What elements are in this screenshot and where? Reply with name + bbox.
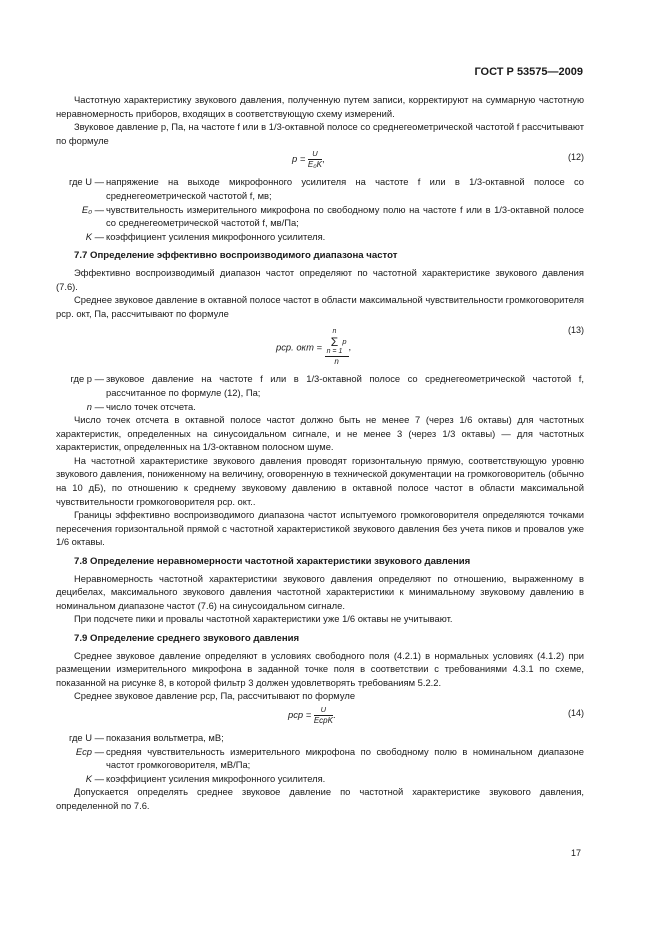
definition-text: звуковое давление на частоте f или в 1/3-октавной полосе со среднегеометрической частотой f, рассчитанное по формуле (12), Па; (106, 373, 584, 398)
definition-item (56, 731, 584, 745)
formula-number: (12) (567, 152, 584, 163)
definition-item (56, 203, 584, 230)
definition-text: чувствительность измерительного микрофона по свободному полю на частоте f или в 1/3-октавной полосе со среднегеометрической частотой f, мв/Па; (106, 203, 584, 229)
formula-14 (56, 705, 584, 729)
definition-label: n — (86, 400, 104, 412)
paragraph: На частотной характеристике звукового давления проводят горизонтальную прямую, соответствующую уровню звукового давления, пониженному на величину, оговоренную в технической документации на громкоговоритель (обычно на 10 дБ), по отношению к среднему звуковому давлению в октавной полосе частот в области максимальной чувствительности громкоговорителя pср. окт.. (56, 454, 584, 507)
definition-text: напряжение на выходе микрофонного усилителя на частоте f или в 1/3-октавной полосе со среднегеометрической частотой f, мв; (106, 176, 584, 201)
sum-term: p (342, 337, 347, 347)
definition-label: K — (85, 772, 104, 784)
paragraph: Неравномерность частотной характеристики звукового давления определяют по отношению, выраженному в децибелах, максимального звукового давления частотной характеристики к минимальному звуковому давлению в номинальном диапазоне частот (7.6) на синусоидальном сигнале. (56, 572, 584, 611)
definition-item (56, 372, 584, 399)
definition-item (56, 175, 584, 202)
definition-label: Eср — (75, 745, 104, 757)
formula-lhs: p = (292, 153, 306, 165)
formula-number: (14) (567, 707, 584, 718)
definition-label: E₀ — (81, 203, 104, 215)
paragraph: Среднее звуковое давление определяют в условиях свободного поля (4.2.1) в нормальных условиях (4.1.2) при размещении измерительного микрофона в заданной точке поля в соответствии с требованиями 4.3.1 по схеме, показанной на рисунке 8, в которой фильтр 3 должен удовлетворять требованиям 5.2.2. (56, 649, 584, 688)
definition-label: где p — (70, 373, 104, 385)
paragraph: Звуковое давление p, Па, на частоте f или в 1/3-октавной полосе со среднегеометрической частотой f рассчитывают по формуле (56, 121, 584, 146)
formula-tail: , (348, 341, 352, 353)
sum-upper-limit: n (332, 328, 337, 336)
paragraph: При подсчете пики и провалы частотной характеристики уже 1/6 октавы не учитывают. (74, 613, 453, 625)
paragraph: Среднее звуковое давление pср, Па, рассчитывают по формуле (74, 690, 356, 702)
definition-label: где U — (68, 731, 104, 743)
definition-text: средняя чувствительность измерительного микрофона по свободному полю в номинальном диапазоне частот громкоговорителя, мВ/Па; (106, 745, 584, 771)
fraction-denominator: n (334, 357, 339, 367)
fraction-numerator (325, 328, 349, 357)
page-number: 17 (570, 848, 581, 858)
formula-tail: , (321, 153, 325, 165)
paragraph: Среднее звуковое давление в октавной полосе частот в области максимальной чувствительности громкоговорителя pср. окт, Па, рассчитывают по формуле (56, 294, 584, 319)
definition-item (56, 772, 584, 786)
formula-12 (56, 149, 584, 173)
formula-number: (13) (567, 325, 584, 336)
paragraph: Частотную характеристику звукового давления, полученную путем записи, корректируют на суммарную частотную неравномерность приборов, входящих в соответствующую схему измерений. (56, 94, 584, 119)
sum-sign: Σ (330, 335, 339, 350)
fraction-denominator: E₀K (307, 160, 322, 170)
sum-lower-limit: n = 1 (326, 348, 343, 356)
fraction-numerator: U (308, 149, 322, 160)
definition-item (56, 230, 584, 244)
section-heading-7-9: 7.9 Определение среднего звукового давления (74, 633, 300, 644)
fraction (325, 328, 349, 367)
standard-header: ГОСТ Р 53575—2009 (474, 66, 583, 78)
definition-label: где U — (68, 176, 104, 188)
formula-lhs: pср. окт = (276, 342, 322, 354)
definition-text: число точек отсчета. (106, 400, 196, 412)
definition-item (56, 400, 584, 414)
definition-label: K — (85, 230, 104, 242)
fraction (314, 705, 333, 726)
section-heading-7-7: 7.7 Определение эффективно воспроизводимого диапазона частот (74, 250, 398, 262)
paragraph: Допускается определять среднее звуковое давление по частотной характеристике звукового давления, определенной по 7.6. (56, 786, 584, 811)
definition-item (56, 745, 584, 772)
definition-text: коэффициент усиления микрофонного усилителя. (106, 772, 326, 784)
fraction-denominator: EсрK (313, 715, 333, 725)
section-heading-7-8: 7.8 Определение неравномерности частотной характеристики звукового давления (74, 556, 471, 568)
definition-text: коэффициент усиления микрофонного усилителя. (106, 230, 326, 242)
fraction (308, 149, 322, 170)
paragraph: Эффективно воспроизводимый диапазон частот определяют по частотной характеристике звукового давления (7.6). (56, 266, 584, 292)
fraction-numerator: U (314, 705, 333, 716)
summation (327, 328, 343, 356)
formula-13 (56, 322, 584, 370)
paragraph: Число точек отсчета в октавной полосе частот должно быть не менее 7 (через 1/6 октавы) для частотных характеристик, определенных на синусоидальном сигнале, и не менее 3 (через 1/3 октавы) — для частотных характеристик, определенных на 1/3-октавном полосном шуме. (56, 414, 584, 453)
formula-lhs: pср = (288, 708, 312, 720)
definition-text: показания вольтметра, мВ; (106, 731, 224, 743)
document-body (56, 93, 584, 813)
paragraph: Границы эффективно воспроизводимого диапазона частот испытуемого громкоговорителя определяются точками пересечения горизонтальной прямой с частотной характеристикой звукового давления без учета пиков и провалов уже 1/6 октавы. (56, 509, 584, 548)
formula-tail: . (332, 708, 336, 720)
